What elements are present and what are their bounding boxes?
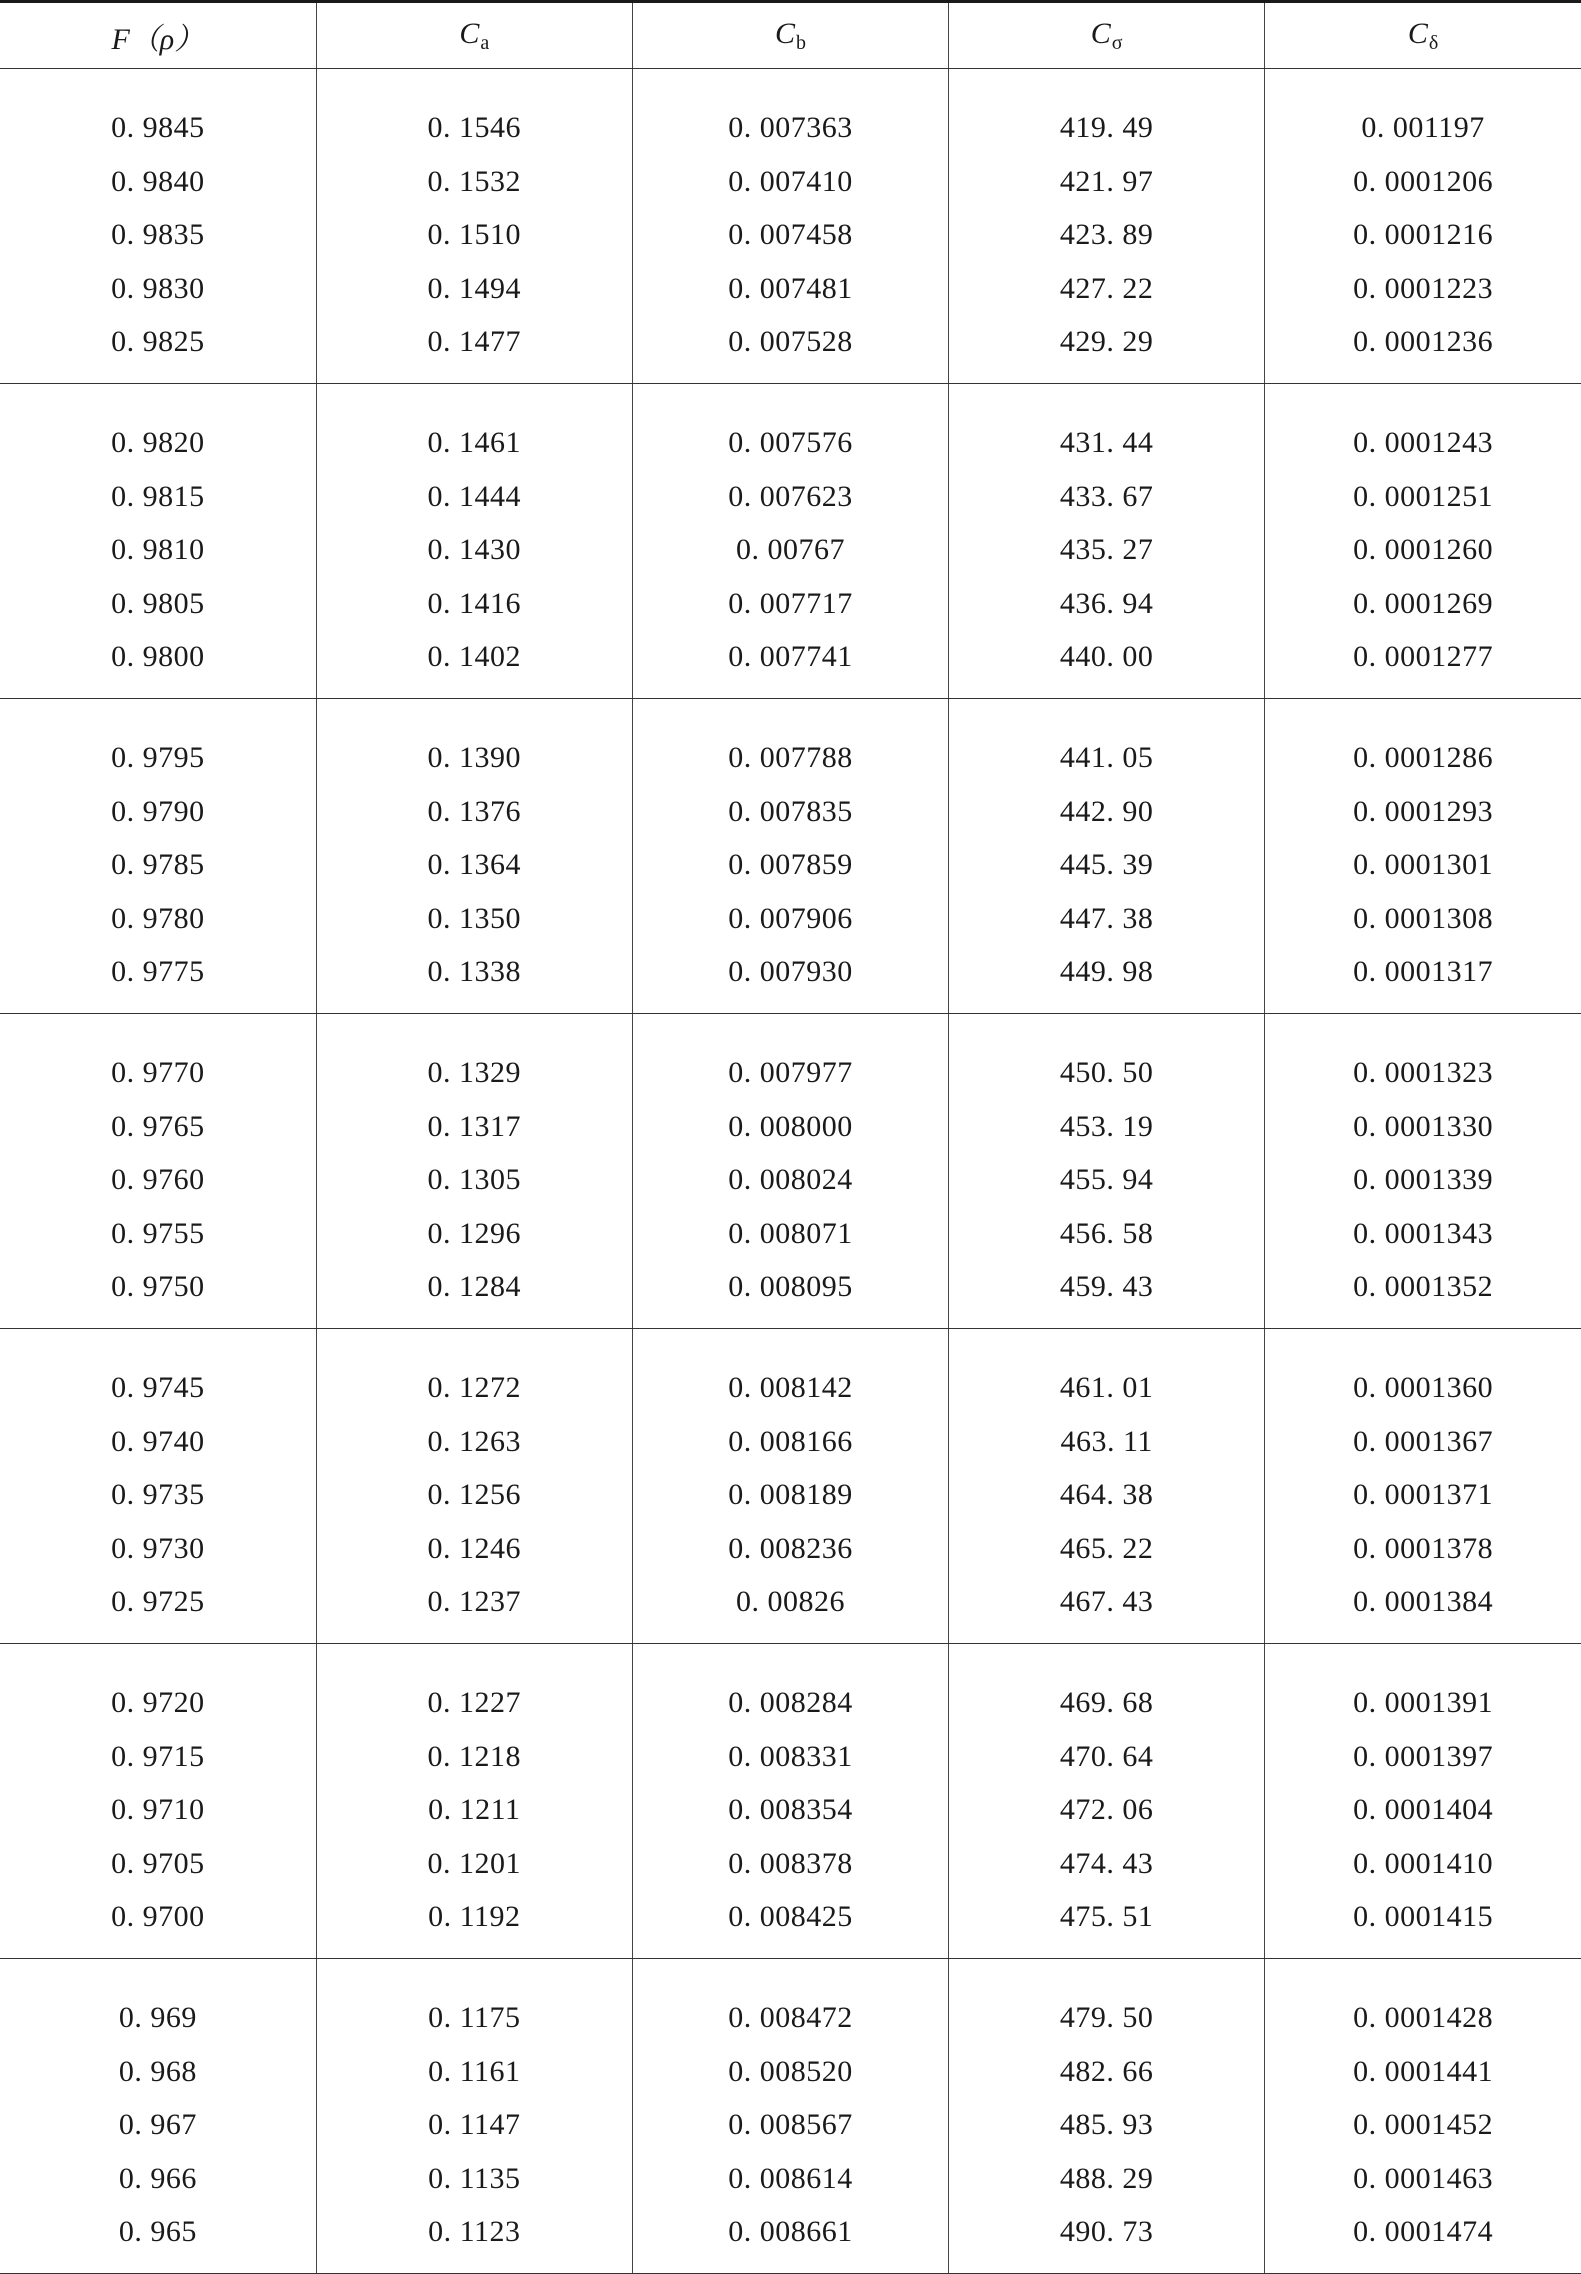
value-f-rho: 0. 9730 <box>111 1531 205 1565</box>
value-c-sigma: 423. 89 <box>1059 218 1154 252</box>
cell-c-sigma <box>949 1329 1265 1644</box>
value-cb: 0. 00767 <box>735 533 845 567</box>
cell-values <box>0 1644 316 1944</box>
value-c-delta: 0. 0001301 <box>1353 848 1494 882</box>
value-ca: 0. 1461 <box>427 426 522 459</box>
value-f-rho: 0. 9820 <box>111 426 205 459</box>
cell-values <box>1265 69 1581 369</box>
value-f-rho: 0. 9750 <box>111 1270 205 1304</box>
value-ca: 0. 1305 <box>427 1163 522 1197</box>
value-c-delta: 0. 0001206 <box>1353 164 1494 198</box>
value-cb: 0. 008284 <box>728 1686 853 1719</box>
value-f-rho: 0. 9780 <box>111 901 205 935</box>
value-ca: 0. 1416 <box>427 586 522 620</box>
cell-cb <box>632 384 948 699</box>
value-f-rho: 0. 9835 <box>111 218 205 252</box>
cell-c-delta <box>1265 69 1581 384</box>
cell-ca <box>316 1329 632 1644</box>
value-f-rho: 0. 9810 <box>111 533 205 567</box>
cell-values <box>0 1014 316 1314</box>
value-c-delta: 0. 0001391 <box>1353 1686 1494 1719</box>
value-c-sigma: 450. 50 <box>1059 1056 1154 1089</box>
table-row <box>0 384 1581 699</box>
value-c-sigma: 467. 43 <box>1059 1585 1154 1619</box>
cell-values <box>317 384 632 684</box>
value-c-delta: 0. 0001404 <box>1353 1793 1494 1827</box>
value-c-sigma: 441. 05 <box>1059 741 1154 774</box>
value-cb: 0. 008567 <box>728 2108 853 2142</box>
cell-values <box>633 1014 948 1314</box>
cell-ca <box>316 1014 632 1329</box>
value-c-delta: 0. 0001277 <box>1353 640 1494 674</box>
value-cb: 0. 007458 <box>728 218 853 252</box>
value-ca: 0. 1256 <box>427 1478 522 1512</box>
value-f-rho: 0. 9760 <box>111 1163 205 1197</box>
value-c-sigma: 456. 58 <box>1059 1216 1154 1250</box>
value-f-rho: 0. 9710 <box>111 1793 205 1827</box>
value-f-rho: 0. 9735 <box>111 1478 205 1512</box>
value-cb: 0. 007717 <box>728 586 853 620</box>
value-ca: 0. 1237 <box>427 1585 522 1619</box>
value-f-rho: 0. 9755 <box>111 1216 205 1250</box>
value-c-delta: 0. 0001474 <box>1353 2215 1494 2249</box>
value-c-sigma: 482. 66 <box>1059 2054 1154 2088</box>
value-c-delta: 0. 0001323 <box>1353 1056 1494 1089</box>
value-f-rho: 0. 9840 <box>111 164 205 198</box>
value-cb: 0. 007623 <box>728 479 853 513</box>
value-cb: 0. 008520 <box>728 2054 853 2088</box>
value-cb: 0. 008189 <box>728 1478 853 1512</box>
value-c-delta: 0. 0001378 <box>1353 1531 1494 1565</box>
value-ca: 0. 1227 <box>427 1686 522 1719</box>
value-ca: 0. 1350 <box>427 901 522 935</box>
value-c-sigma: 464. 38 <box>1059 1478 1154 1512</box>
cell-f-rho <box>0 69 316 384</box>
cell-values <box>317 1014 632 1314</box>
value-f-rho: 0. 9805 <box>111 586 205 620</box>
value-f-rho: 0. 9725 <box>111 1585 205 1619</box>
table-header <box>0 2 1581 69</box>
value-ca: 0. 1192 <box>428 1900 521 1934</box>
cell-c-sigma <box>949 1959 1265 2274</box>
value-c-delta: 0. 001197 <box>1361 111 1485 144</box>
cell-values <box>949 69 1264 369</box>
cell-cb <box>632 1644 948 1959</box>
value-c-sigma: 470. 64 <box>1059 1739 1154 1773</box>
value-f-rho: 0. 9815 <box>111 479 205 513</box>
value-ca: 0. 1477 <box>427 325 522 359</box>
cell-values <box>1265 699 1581 999</box>
table-group <box>0 1329 1581 1644</box>
value-c-sigma: 465. 22 <box>1059 1531 1154 1565</box>
value-f-rho: 0. 9800 <box>111 640 205 674</box>
cell-c-sigma <box>949 384 1265 699</box>
value-cb: 0. 007930 <box>728 955 853 989</box>
value-c-sigma: 472. 06 <box>1059 1793 1154 1827</box>
value-ca: 0. 1390 <box>427 741 522 774</box>
header-ca: $C_a$ <box>316 2 632 69</box>
value-c-sigma: 419. 49 <box>1059 111 1154 144</box>
value-cb: 0. 007741 <box>728 640 853 674</box>
cell-cb <box>632 1329 948 1644</box>
cell-values <box>0 1959 316 2259</box>
table-row <box>0 1959 1581 2274</box>
value-c-delta: 0. 0001216 <box>1353 218 1494 252</box>
value-cb: 0. 008661 <box>728 2215 853 2249</box>
cell-values <box>0 384 316 684</box>
cell-c-sigma <box>949 1644 1265 1959</box>
table-group <box>0 1644 1581 1959</box>
table-group <box>0 69 1581 384</box>
value-c-sigma: 469. 68 <box>1059 1686 1154 1719</box>
value-f-rho: 0. 9770 <box>111 1056 205 1089</box>
table-row <box>0 699 1581 1014</box>
value-cb: 0. 007528 <box>728 325 853 359</box>
value-cb: 0. 007481 <box>728 271 853 305</box>
value-c-sigma: 427. 22 <box>1059 271 1154 305</box>
value-cb: 0. 008095 <box>728 1270 853 1304</box>
value-c-delta: 0. 0001452 <box>1353 2108 1494 2142</box>
header-row <box>0 2 1581 69</box>
cell-values <box>633 1329 948 1629</box>
value-c-delta: 0. 0001441 <box>1353 2054 1494 2088</box>
value-cb: 0. 008071 <box>728 1216 853 1250</box>
value-c-delta: 0. 0001286 <box>1353 741 1494 774</box>
value-c-delta: 0. 0001343 <box>1353 1216 1494 1250</box>
cell-ca <box>316 699 632 1014</box>
table-group <box>0 699 1581 1014</box>
value-c-sigma: 447. 38 <box>1059 901 1154 935</box>
value-f-rho: 0. 969 <box>118 2001 197 2034</box>
value-f-rho: 0. 9700 <box>111 1900 205 1934</box>
cell-values <box>1265 1959 1581 2259</box>
cell-f-rho <box>0 384 316 699</box>
value-f-rho: 0. 9765 <box>111 1109 205 1143</box>
cell-values <box>317 69 632 369</box>
value-c-delta: 0. 0001317 <box>1353 955 1494 989</box>
value-f-rho: 0. 966 <box>118 2161 197 2195</box>
value-ca: 0. 1284 <box>427 1270 522 1304</box>
value-c-delta: 0. 0001223 <box>1353 271 1494 305</box>
value-ca: 0. 1175 <box>428 2001 521 2034</box>
value-ca: 0. 1317 <box>427 1109 522 1143</box>
value-ca: 0. 1444 <box>427 479 522 513</box>
value-c-sigma: 490. 73 <box>1059 2215 1154 2249</box>
value-c-delta: 0. 0001236 <box>1353 325 1494 359</box>
value-ca: 0. 1376 <box>427 794 522 828</box>
value-c-delta: 0. 0001410 <box>1353 1846 1494 1880</box>
value-f-rho: 0. 9845 <box>111 111 205 144</box>
table-row <box>0 69 1581 384</box>
cell-c-sigma <box>949 69 1265 384</box>
value-c-delta: 0. 0001384 <box>1353 1585 1494 1619</box>
value-c-sigma: 455. 94 <box>1059 1163 1154 1197</box>
table-row <box>0 1329 1581 1644</box>
cell-values <box>317 699 632 999</box>
value-ca: 0. 1123 <box>428 2215 521 2249</box>
value-ca: 0. 1147 <box>428 2108 521 2142</box>
value-c-sigma: 488. 29 <box>1059 2161 1154 2195</box>
cell-values <box>949 384 1264 684</box>
value-f-rho: 0. 9785 <box>111 848 205 882</box>
value-f-rho: 0. 9775 <box>111 955 205 989</box>
cell-ca <box>316 384 632 699</box>
cell-cb <box>632 1014 948 1329</box>
value-ca: 0. 1246 <box>427 1531 522 1565</box>
cell-f-rho <box>0 1959 316 2274</box>
value-c-sigma: 479. 50 <box>1059 2001 1154 2034</box>
cell-values <box>0 69 316 369</box>
value-cb: 0. 007788 <box>728 741 853 774</box>
value-cb: 0. 00826 <box>735 1585 845 1619</box>
cell-ca <box>316 1644 632 1959</box>
value-c-sigma: 440. 00 <box>1059 640 1154 674</box>
cell-values <box>633 699 948 999</box>
cell-values <box>1265 1644 1581 1944</box>
value-f-rho: 0. 9830 <box>111 271 205 305</box>
cell-values <box>633 1959 948 2259</box>
value-cb: 0. 007835 <box>728 794 853 828</box>
cell-c-delta <box>1265 1959 1581 2274</box>
cell-values <box>949 1014 1264 1314</box>
value-cb: 0. 008142 <box>728 1371 853 1404</box>
cell-c-sigma <box>949 1014 1265 1329</box>
value-cb: 0. 007977 <box>728 1056 853 1089</box>
cell-values <box>633 384 948 684</box>
cell-f-rho <box>0 1644 316 1959</box>
cell-values <box>0 1329 316 1629</box>
value-ca: 0. 1272 <box>427 1371 522 1404</box>
cell-values <box>949 1959 1264 2259</box>
cell-values <box>633 69 948 369</box>
value-c-sigma: 463. 11 <box>1060 1424 1153 1458</box>
value-f-rho: 0. 9825 <box>111 325 205 359</box>
value-cb: 0. 008000 <box>728 1109 853 1143</box>
value-ca: 0. 1329 <box>427 1056 522 1089</box>
value-f-rho: 0. 9705 <box>111 1846 205 1880</box>
value-c-delta: 0. 0001293 <box>1353 794 1494 828</box>
value-cb: 0. 007576 <box>728 426 853 459</box>
value-c-delta: 0. 0001251 <box>1353 479 1494 513</box>
value-c-sigma: 461. 01 <box>1059 1371 1154 1404</box>
value-c-sigma: 449. 98 <box>1059 955 1154 989</box>
cell-f-rho <box>0 1014 316 1329</box>
value-c-delta: 0. 0001428 <box>1353 2001 1494 2034</box>
value-cb: 0. 007859 <box>728 848 853 882</box>
value-c-delta: 0. 0001269 <box>1353 586 1494 620</box>
value-cb: 0. 008354 <box>728 1793 853 1827</box>
cell-values <box>949 1329 1264 1629</box>
cell-f-rho <box>0 699 316 1014</box>
cell-c-delta <box>1265 1329 1581 1644</box>
cell-f-rho <box>0 1329 316 1644</box>
value-c-delta: 0. 0001352 <box>1353 1270 1494 1304</box>
cell-values <box>1265 1014 1581 1314</box>
value-cb: 0. 008166 <box>728 1424 853 1458</box>
cell-values <box>1265 384 1581 684</box>
value-cb: 0. 007410 <box>728 164 853 198</box>
header-c-sigma: $C_\sigma$ <box>949 2 1265 69</box>
table-group <box>0 384 1581 699</box>
value-f-rho: 0. 967 <box>118 2108 197 2142</box>
value-ca: 0. 1263 <box>427 1424 522 1458</box>
value-ca: 0. 1218 <box>427 1739 522 1773</box>
header-f-rho: F（ρ） <box>0 2 316 69</box>
value-ca: 0. 1510 <box>427 218 522 252</box>
value-c-sigma: 433. 67 <box>1059 479 1154 513</box>
cell-ca <box>316 69 632 384</box>
value-c-sigma: 431. 44 <box>1059 426 1154 459</box>
value-c-delta: 0. 0001397 <box>1353 1739 1494 1773</box>
value-ca: 0. 1402 <box>427 640 522 674</box>
value-cb: 0. 008236 <box>728 1531 853 1565</box>
cell-cb <box>632 69 948 384</box>
value-ca: 0. 1430 <box>427 533 522 567</box>
value-cb: 0. 007906 <box>728 901 853 935</box>
value-ca: 0. 1201 <box>427 1846 522 1880</box>
cell-values <box>1265 1329 1581 1629</box>
value-c-sigma: 445. 39 <box>1059 848 1154 882</box>
value-c-sigma: 459. 43 <box>1059 1270 1154 1304</box>
value-cb: 0. 008425 <box>728 1900 853 1934</box>
value-ca: 0. 1494 <box>427 271 522 305</box>
value-ca: 0. 1135 <box>428 2161 521 2195</box>
cell-c-delta <box>1265 1014 1581 1329</box>
value-f-rho: 0. 968 <box>118 2054 197 2088</box>
value-cb: 0. 008331 <box>728 1739 853 1773</box>
value-f-rho: 0. 9715 <box>111 1739 205 1773</box>
value-ca: 0. 1546 <box>427 111 522 144</box>
value-f-rho: 0. 9790 <box>111 794 205 828</box>
value-c-sigma: 442. 90 <box>1059 794 1154 828</box>
cell-c-delta <box>1265 1644 1581 1959</box>
cell-values <box>317 1329 632 1629</box>
cell-c-delta <box>1265 384 1581 699</box>
value-f-rho: 0. 9745 <box>111 1371 205 1404</box>
cell-values <box>317 1644 632 1944</box>
header-c-delta: $C_\delta$ <box>1265 2 1581 69</box>
value-f-rho: 0. 9795 <box>111 741 205 774</box>
value-cb: 0. 007363 <box>728 111 853 144</box>
value-ca: 0. 1364 <box>427 848 522 882</box>
value-f-rho: 0. 9740 <box>111 1424 205 1458</box>
value-ca: 0. 1211 <box>428 1793 521 1827</box>
table-row <box>0 1644 1581 1959</box>
cell-values <box>633 1644 948 1944</box>
value-f-rho: 0. 9720 <box>111 1686 205 1719</box>
value-cb: 0. 008614 <box>728 2161 853 2195</box>
value-c-sigma: 485. 93 <box>1059 2108 1154 2142</box>
value-f-rho: 0. 965 <box>118 2215 197 2249</box>
value-c-sigma: 474. 43 <box>1059 1846 1154 1880</box>
table-row <box>0 1014 1581 1329</box>
cell-values <box>949 699 1264 999</box>
value-ca: 0. 1296 <box>427 1216 522 1250</box>
cell-values <box>0 699 316 999</box>
value-c-delta: 0. 0001463 <box>1353 2161 1494 2195</box>
value-cb: 0. 008024 <box>728 1163 853 1197</box>
cell-cb <box>632 1959 948 2274</box>
cell-ca <box>316 1959 632 2274</box>
value-c-delta: 0. 0001330 <box>1353 1109 1494 1143</box>
cell-values <box>949 1644 1264 1944</box>
header-cb: $C_b$ <box>632 2 948 69</box>
value-c-sigma: 429. 29 <box>1059 325 1154 359</box>
value-c-sigma: 475. 51 <box>1059 1900 1154 1934</box>
value-c-delta: 0. 0001260 <box>1353 533 1494 567</box>
cell-values <box>317 1959 632 2259</box>
value-c-sigma: 421. 97 <box>1059 164 1154 198</box>
value-ca: 0. 1161 <box>428 2054 521 2088</box>
value-c-sigma: 435. 27 <box>1059 533 1154 567</box>
value-ca: 0. 1338 <box>427 955 522 989</box>
value-c-delta: 0. 0001367 <box>1353 1424 1494 1458</box>
cell-cb <box>632 699 948 1014</box>
value-cb: 0. 008472 <box>728 2001 853 2034</box>
value-ca: 0. 1532 <box>427 164 522 198</box>
table-group <box>0 1014 1581 1329</box>
cell-c-delta <box>1265 699 1581 1014</box>
value-c-sigma: 453. 19 <box>1059 1109 1154 1143</box>
value-c-delta: 0. 0001415 <box>1353 1900 1494 1934</box>
value-c-delta: 0. 0001360 <box>1353 1371 1494 1404</box>
value-c-sigma: 436. 94 <box>1059 586 1154 620</box>
table-group <box>0 1959 1581 2274</box>
value-c-delta: 0. 0001243 <box>1353 426 1494 459</box>
value-c-delta: 0. 0001371 <box>1353 1478 1494 1512</box>
value-c-delta: 0. 0001339 <box>1353 1163 1494 1197</box>
value-cb: 0. 008378 <box>728 1846 853 1880</box>
value-c-delta: 0. 0001308 <box>1353 901 1494 935</box>
cell-c-sigma <box>949 699 1265 1014</box>
